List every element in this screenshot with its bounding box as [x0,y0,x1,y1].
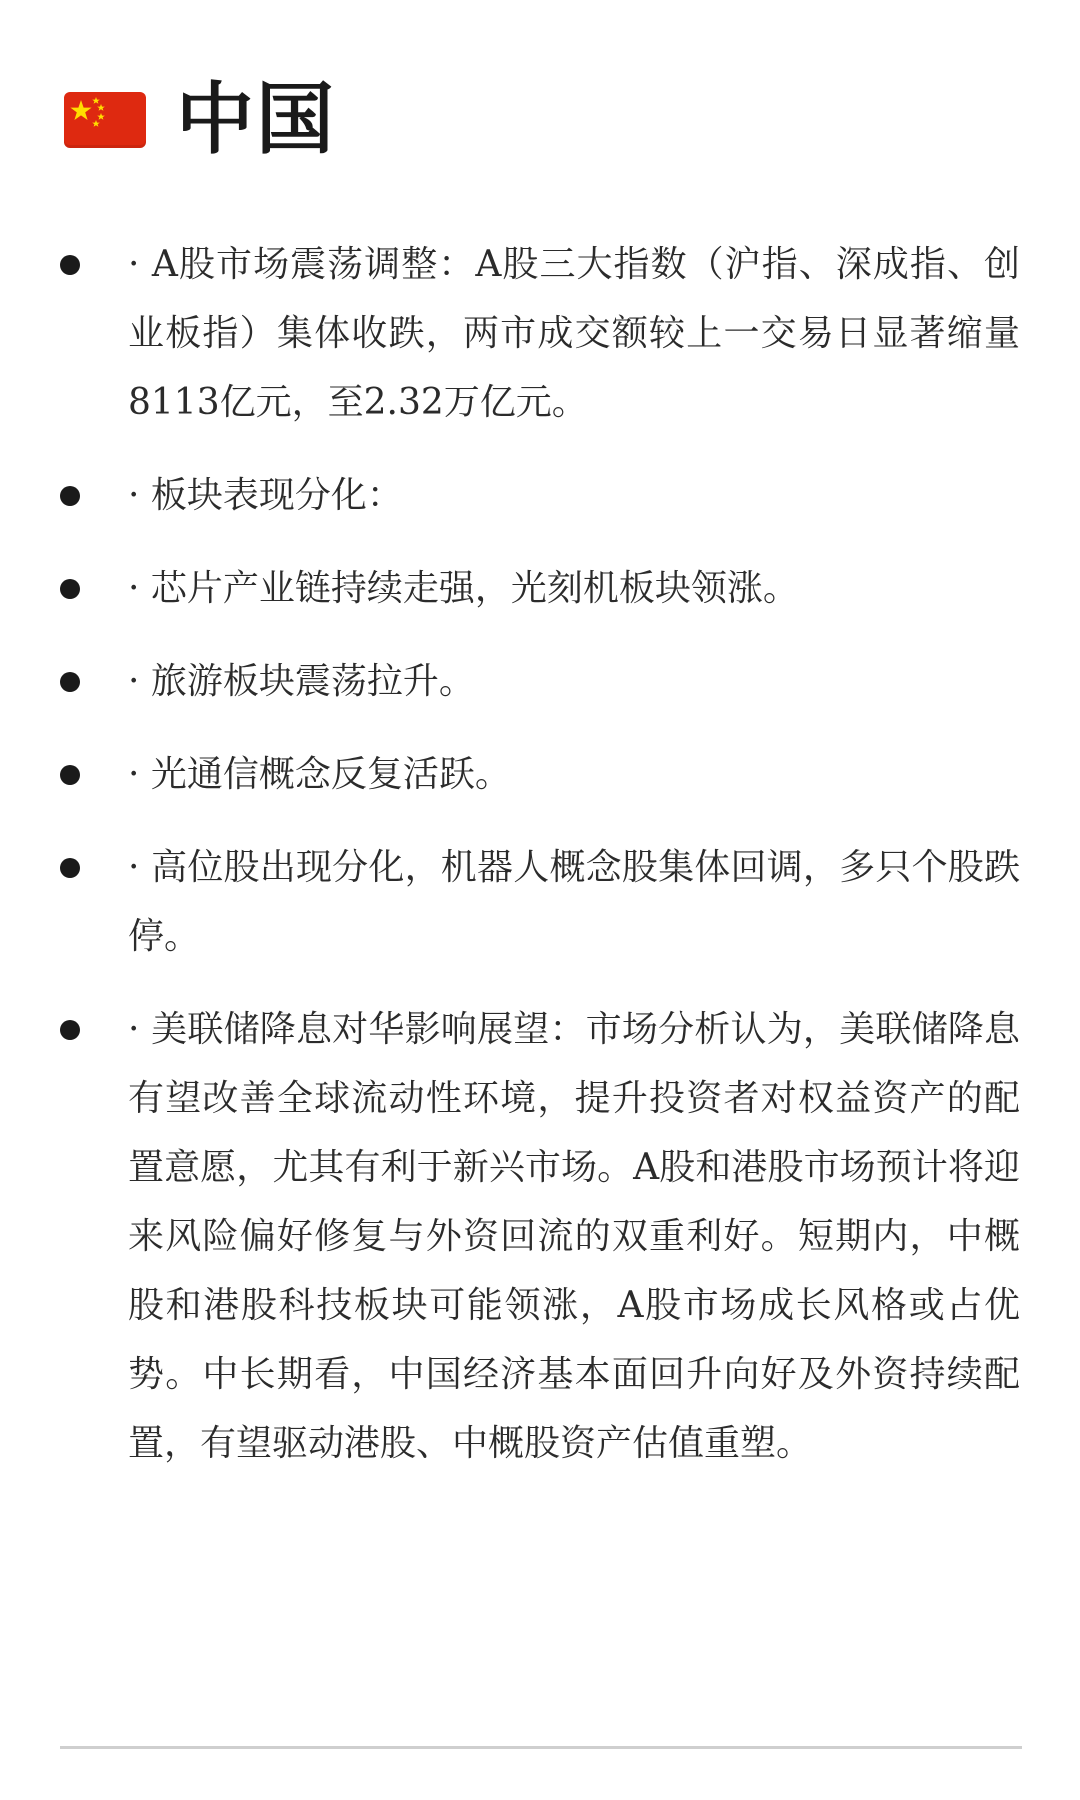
list-item [60,554,1020,623]
list-item [60,647,1020,716]
bullet-list [60,230,1020,1502]
list-item-text: · 美联储降息对华影响展望：市场分析认为，美联储降息有望改善全球流动性环境，提升投资者对权益资产的配置意愿，尤其有利于新兴市场。A股和港股市场预计将迎来风险偏好修复与外资回流的双重利好。短期内，中概股和港股科技板块可能领涨，A股市场成长风格或占优势。中长期看，中国经济基本面回升向好及外资持续配置，有望驱动港股、中概股资产估值重塑。 [128,1009,1020,1464]
bullet-dot-icon [60,486,80,506]
bullet-dot-icon [60,765,80,785]
bullet-dot-icon [60,1020,80,1040]
list-item [60,995,1020,1478]
list-item [60,740,1020,809]
bullet-dot-icon [60,579,80,599]
list-item-text: · 光通信概念反复活跃。 [128,754,511,795]
list-item-text: · A股市场震荡调整：A股三大指数（沪指、深成指、创业板指）集体收跌，两市成交额较上一交易日显著缩量8113亿元，至2.32万亿元。 [128,244,1020,423]
list-item [60,461,1020,530]
list-item-text: · 高位股出现分化，机器人概念股集体回调，多只个股跌停。 [128,847,1020,957]
page-title: 中国 [176,74,337,165]
list-item [60,230,1020,437]
china-flag-icon [64,92,146,148]
list-item [60,833,1020,971]
bullet-dot-icon [60,858,80,878]
list-item-text: · 旅游板块震荡拉升。 [128,661,475,702]
list-item-text: · 板块表现分化： [128,475,403,516]
section-header [64,70,336,170]
list-item-text: · 芯片产业链持续走强，光刻机板块领涨。 [128,568,799,609]
bullet-dot-icon [60,255,80,275]
bullet-dot-icon [60,672,80,692]
divider [60,1746,1022,1749]
